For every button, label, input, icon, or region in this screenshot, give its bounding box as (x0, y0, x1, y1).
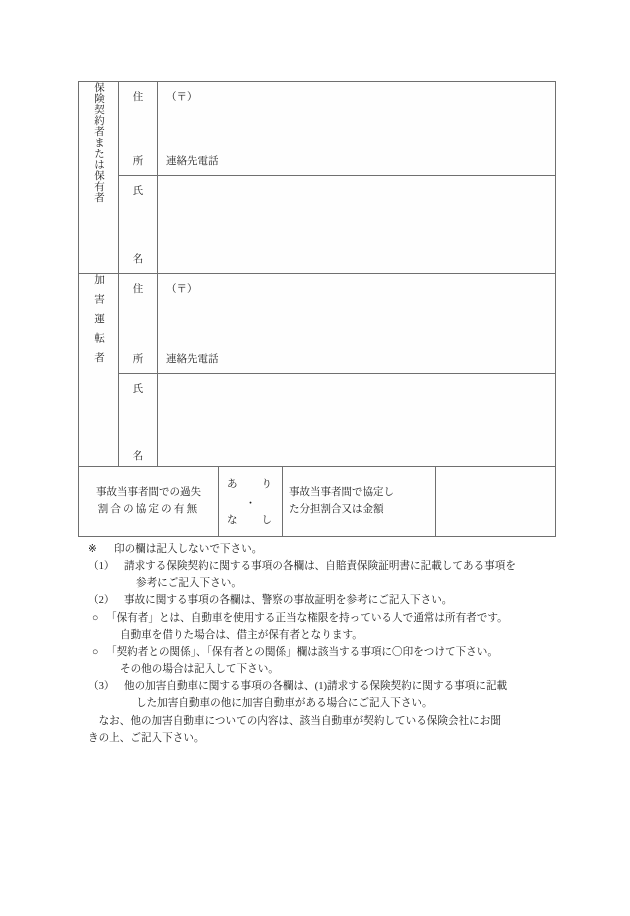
table-row (79, 274, 556, 374)
agreed-amount-label-line2: た分担割合又は金額 (289, 503, 384, 515)
circle-bullet-icon-1: ○ (92, 612, 99, 624)
note-closing-line-2: きの上、ご記入下さい。 (88, 732, 205, 744)
note-bullet-2 (88, 644, 556, 678)
agreed-amount-label-cell (283, 467, 436, 537)
telephone-label-1: 連絡先電話 (166, 156, 219, 167)
postal-code-mark-2: （〒） (166, 284, 198, 295)
note-item-2-line-1: 事故に関する事項の各欄は、警察の事故証明を参考にご記入下さい。 (124, 595, 453, 607)
note-item-2 (88, 592, 556, 609)
name-value-cell-1[interactable] (158, 176, 556, 274)
note-bullet-2-line-2: その他の場合は記入して下さい。 (120, 664, 279, 676)
name-label-top-1: 氏 (132, 186, 144, 197)
name-label-top-2: 氏 (132, 384, 144, 395)
address-label-bottom-2: 所 (132, 354, 144, 365)
note-closing (88, 713, 556, 747)
agreement-question-cell (79, 467, 219, 537)
note-closing-line-1: なお、他の加害自動車についての内容は、該当自動車が契約している保険会社にお聞 (88, 715, 501, 727)
agreed-amount-label-line1: 事故当事者間で協定し (289, 487, 394, 499)
choice-ari-char1[interactable]: あ (227, 479, 238, 490)
note-bullet-1-line-2: 自動車を借りた場合は、借主が保有者となります。 (120, 629, 363, 641)
note-bullet-2-line-1: 「契約者との関係」、「保有者との関係」欄は該当する事項に〇印をつけて下さい。 (106, 646, 498, 658)
instructions-notes (88, 541, 556, 747)
note-item-2-marker: （2） (88, 595, 115, 607)
name-label-bottom-2: 名 (132, 451, 144, 462)
address-label-cell-2 (119, 274, 158, 374)
address-label-top-2: 住 (132, 284, 144, 295)
agreement-choice-cell[interactable] (219, 467, 283, 537)
note-item-1 (88, 558, 556, 592)
party-label-cell-1 (79, 82, 119, 274)
note-bullet-1 (88, 610, 556, 644)
name-label-cell-2 (119, 374, 158, 471)
choice-nashi-char1[interactable]: な (227, 515, 238, 526)
choice-nashi-char2[interactable]: し (261, 515, 272, 526)
choice-separator-dot: ・ (245, 498, 256, 509)
agreement-question-line1: 事故当事者間での過失 (96, 487, 201, 499)
table-row (79, 82, 556, 176)
kome-text: 印の欄は記入しないで下さい。 (114, 544, 263, 555)
telephone-label-2: 連絡先電話 (166, 354, 219, 365)
address-value-cell-2[interactable] (158, 274, 556, 374)
agreement-question-line2: 割合の協定の有無 (97, 503, 200, 515)
agreed-amount-value-cell[interactable] (436, 467, 556, 537)
note-item-3-line-1: 他の加害自動車に関する事項の各欄は、(1)請求する保険契約に関する事項に記載 (124, 681, 508, 693)
fault-agreement-table (78, 466, 556, 537)
table-row (79, 374, 556, 471)
name-label-cell-1 (119, 176, 158, 274)
party-label-cell-2 (79, 274, 119, 471)
address-value-cell-1[interactable] (158, 82, 556, 176)
address-label-top-1: 住 (132, 92, 144, 103)
name-label-bottom-1: 名 (132, 254, 144, 265)
note-item-3-marker: （3） (88, 681, 115, 693)
postal-code-mark-1: （〒） (166, 92, 198, 103)
address-label-bottom-1: 所 (132, 156, 144, 167)
note-item-1-line-1: 請求する保険契約に関する事項の各欄は、自賠責保険証明書に記載してある事項を (124, 561, 516, 573)
kome-marker: ※ (88, 544, 97, 555)
note-bullet-1-line-1: 「保有者」とは、自動車を使用する正当な権限を持っている人で通常は所有者です。 (106, 612, 508, 624)
party-label-text-1: 保険契約者または保有者 (93, 82, 104, 203)
table-row (79, 176, 556, 274)
note-item-1-marker: （1） (88, 561, 115, 573)
choice-ari-char2[interactable]: り (261, 479, 272, 490)
note-item-3-line-2: した加害自動車の他に加害自動車がある場合にご記入下さい。 (136, 698, 433, 710)
circle-bullet-icon-2: ○ (92, 646, 99, 658)
address-label-cell-1 (119, 82, 158, 176)
note-item-3 (88, 678, 556, 712)
note-item-1-line-2: 参考にご記入下さい。 (136, 578, 242, 590)
note-kome (88, 541, 556, 558)
party-information-table (78, 81, 556, 471)
party-label-text-2: 加害運転者 (93, 274, 104, 372)
name-value-cell-2[interactable] (158, 374, 556, 471)
table-row (79, 467, 556, 537)
